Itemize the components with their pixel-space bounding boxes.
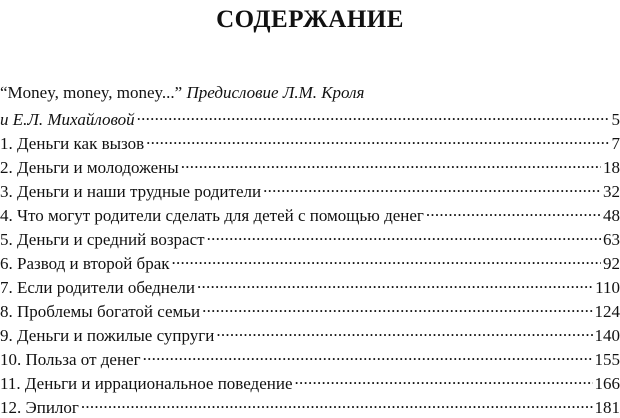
toc-entry-page: 110: [593, 278, 620, 298]
toc-entry-page: 140: [593, 326, 620, 346]
toc-entry-page: 7: [610, 134, 620, 154]
dot-leader: [207, 225, 601, 245]
toc-entry-label: 9. Деньги и пожилые супруги: [0, 326, 216, 346]
dot-leader: [426, 201, 601, 221]
toc-entry[interactable]: [0, 369, 620, 393]
toc-entry[interactable]: [0, 225, 620, 249]
toc-entry-label: 7. Если родители обеднели: [0, 278, 197, 298]
dot-leader: [81, 393, 593, 413]
toc-entry[interactable]: [0, 393, 620, 417]
toc-entry-label: 2. Деньги и молодожены: [0, 158, 181, 178]
dot-leader: [146, 129, 609, 149]
toc-entry-page: 32: [601, 182, 620, 202]
toc-entry[interactable]: [0, 345, 620, 369]
dot-leader: [181, 153, 601, 173]
toc-entry-label: 10. Польза от денег: [0, 350, 143, 370]
toc-entry-page: 48: [601, 206, 620, 226]
toc-entry-label: и Е.Л. Михайловой: [0, 110, 137, 130]
toc-entry[interactable]: [0, 201, 620, 225]
toc-entry-label: 4. Что могут родители сделать для детей с помощью денег: [0, 206, 426, 226]
table-of-contents: [0, 105, 620, 417]
dot-leader: [263, 177, 601, 197]
preface-author-line1: Предисловие Л.М. Кроля: [186, 83, 364, 102]
toc-entry-label: 3. Деньги и наши трудные родители: [0, 182, 263, 202]
toc-entry-label: 11. Деньги и иррациональное поведение: [0, 374, 295, 394]
dot-leader: [295, 369, 593, 389]
toc-entry-label: 12. Эпилог: [0, 398, 81, 418]
dot-leader: [137, 105, 610, 125]
preface-quote: “Money, money, money...”: [0, 83, 182, 102]
toc-entry-page: 5: [610, 110, 620, 130]
toc-entry[interactable]: [0, 297, 620, 321]
toc-entry-label: 6. Развод и второй брак: [0, 254, 172, 274]
toc-entry[interactable]: [0, 249, 620, 273]
toc-entry[interactable]: [0, 321, 620, 345]
dot-leader: [202, 297, 592, 317]
toc-entry-page: 63: [601, 230, 620, 250]
toc-entry[interactable]: [0, 273, 620, 297]
toc-entry-page: 18: [601, 158, 620, 178]
toc-entry-label: 5. Деньги и средний возраст: [0, 230, 207, 250]
toc-entry-preface[interactable]: [0, 105, 620, 129]
toc-entry-page: 181: [593, 398, 620, 418]
toc-entry-page: 92: [601, 254, 620, 274]
preface-heading: [0, 83, 364, 103]
toc-entry-label: 1. Деньги как вызов: [0, 134, 146, 154]
toc-entry[interactable]: [0, 153, 620, 177]
toc-entry-page: 124: [593, 302, 620, 322]
dot-leader: [197, 273, 593, 293]
dot-leader: [172, 249, 602, 269]
toc-entry-page: 155: [593, 350, 620, 370]
toc-entry[interactable]: [0, 129, 620, 153]
toc-entry-label: 8. Проблемы богатой семьи: [0, 302, 202, 322]
toc-entry[interactable]: [0, 177, 620, 201]
dot-leader: [143, 345, 593, 365]
dot-leader: [216, 321, 592, 341]
page-title: СОДЕРЖАНИЕ: [0, 6, 620, 34]
toc-entry-page: 166: [593, 374, 620, 394]
